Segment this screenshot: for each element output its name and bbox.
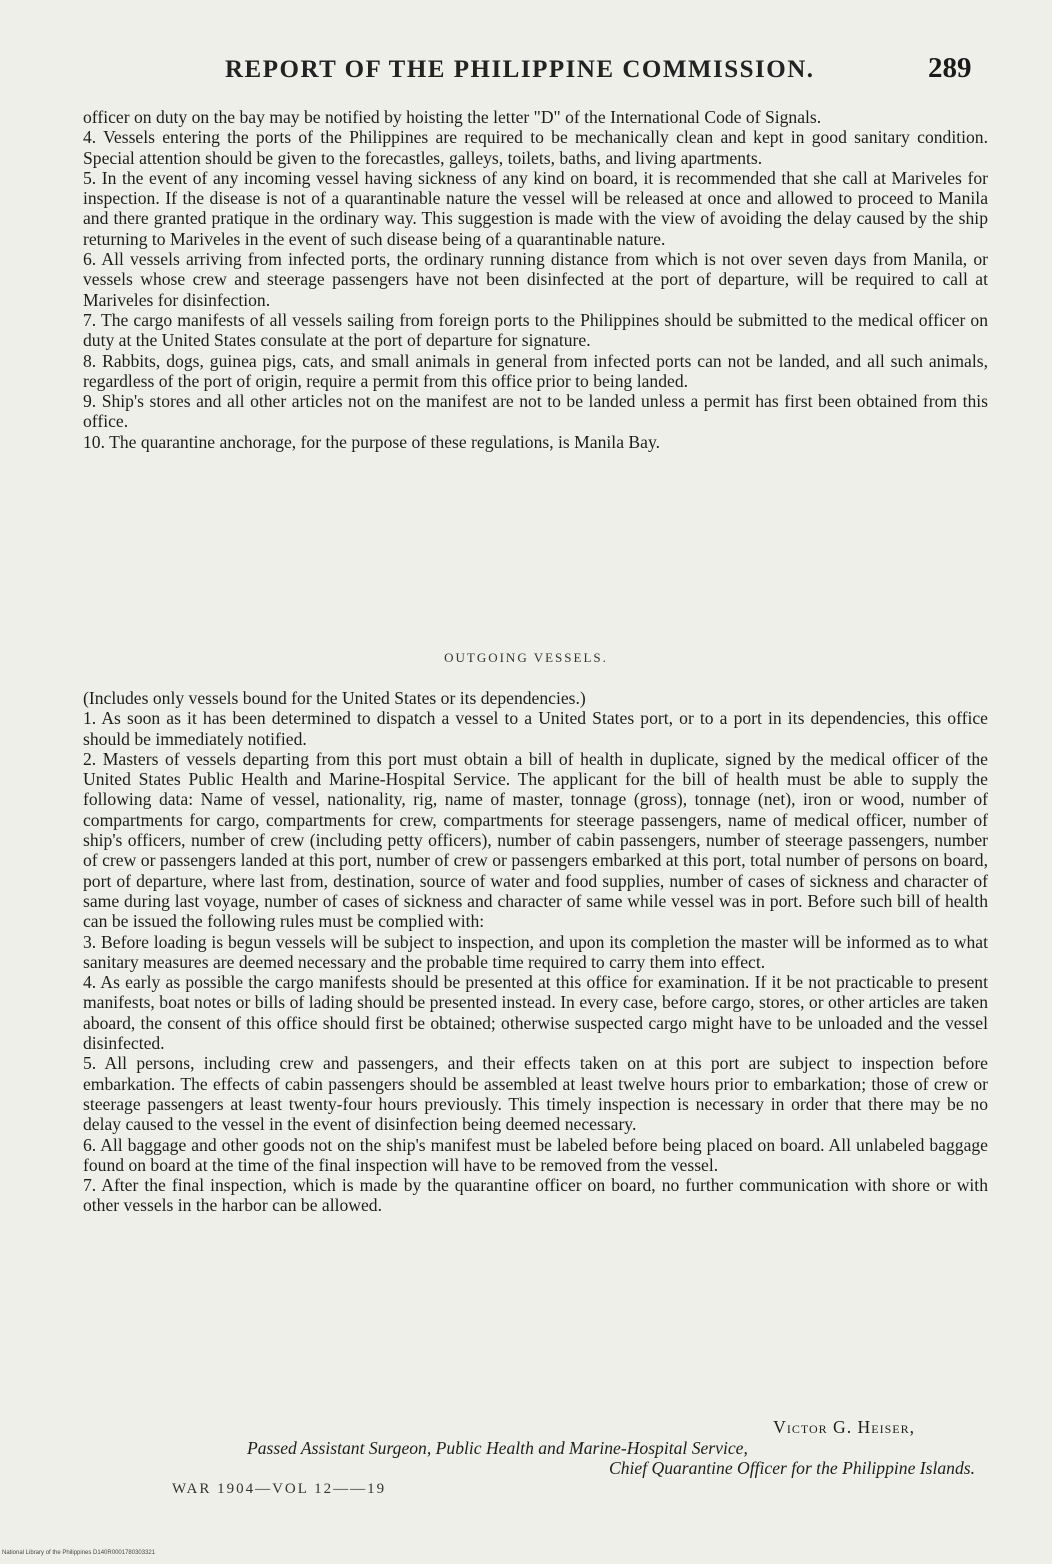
regulations-outgoing-text — [83, 688, 988, 1216]
paragraph: 9. Ship's stores and all other articles not on the manifest are not to be landed unless a permit has first been obtained from this office. — [83, 391, 988, 432]
page-header — [0, 52, 1052, 92]
paragraph: 7. After the final inspection, which is made by the quarantine officer on board, no further communication with shore or with other vessels in the harbor can be allowed. — [83, 1175, 988, 1216]
scan-footnote: National Library of the Philippines D140R0001780303321 — [2, 1550, 156, 1556]
paragraph: 7. The cargo manifests of all vessels sailing from foreign ports to the Philippines should be submitted to the medical officer on duty at the United States consulate at the port of departure for signature. — [83, 309, 988, 351]
paragraph: 1. As soon as it has been determined to dispatch a vessel to a United States port, or to a port in its dependencies, this office should be immediately notified. — [83, 708, 988, 749]
paragraph: 4. Vessels entering the ports of the Philippines are required to be mechanically clean and kept in good sanitary condition. Special attention should be given to the forecastles, galleys, toilets, baths, and living apartments. — [83, 127, 988, 168]
paragraph: (Includes only vessels bound for the United States or its dependencies.) — [83, 688, 586, 708]
paragraph: 5. All persons, including crew and passengers, and their effects taken on at this port are subject to inspection before embarkation. The effects of cabin passengers should be assembled at least twelve hours prior to embarkation; those of crew or steerage passengers at least twenty-four hours previously. This timely inspection is necessary in order that there may be no delay caused to the vessel in the event of disinfection being deemed necessary. — [83, 1053, 988, 1135]
paragraph: 8. Rabbits, dogs, guinea pigs, cats, and small animals in general from infected ports can not be landed, and all such animals, regardless of the port of origin, require a permit from this office prior to being landed. — [83, 350, 988, 391]
paragraph: 10. The quarantine anchorage, for the purpose of these regulations, is Manila Bay. — [83, 431, 660, 452]
printer-signature-mark: WAR 1904—VOL 12——19 — [172, 1481, 387, 1497]
signatory-name: Victor G. Heiser, — [773, 1417, 915, 1437]
page-number: 289 — [928, 52, 972, 84]
paragraph: 3. Before loading is begun vessels will be subject to inspection, and upon its completion the master will be informed as to what sanitary measures are deemed necessary and the probable time required to carry them into effect. — [83, 931, 988, 972]
paragraph: 2. Masters of vessels departing from this port must obtain a bill of health in duplicate, signed by the medical officer of the United States Public Health and Marine-Hospital Service. The applicant for the bill of health must be able to supply the following data: Name of vessel, nationality, rig, name of master, tonnage (gross), tonnage (net), iron or wood, number of compartments for cargo, compartments for crew, compartments for steerage passengers, name of medical officer, number of ship's officers, number of crew (including petty officers), number of cabin passengers, number of steerage passengers, number of crew or passengers landed at this port, number of crew or passengers embarked at this port, total number of persons on board, port of departure, where last from, destination, source of water and food supplies, number of cases of sickness and character of same during last voyage, number of cases of sickness and character of same while vessel was in port. Before such bill of health can be issued the following rules must be complied with: — [83, 748, 988, 932]
signatory-title: Chief Quarantine Officer for the Philippine Islands. — [608, 1458, 975, 1478]
paragraph: 5. In the event of any incoming vessel having sickness of any kind on board, it is recommended that she call at Mariveles for inspection. If the disease is not of a quarantinable nature the vessel will be released at once and allowed to proceed to Manila and there granted pratique in the ordinary way. This suggestion is made with the view of avoiding the delay caused by the ship returning to Mariveles in the event of such disease being of a quarantinable nature. — [83, 167, 988, 249]
signature-block — [230, 1417, 975, 1479]
signatory-title: Passed Assistant Surgeon, Public Health and Marine-Hospital Service, — [247, 1437, 748, 1458]
running-title: REPORT OF THE PHILIPPINE COMMISSION. — [225, 56, 815, 83]
paragraph: 4. As early as possible the cargo manifests should be presented at this office for examination. If it be not practicable to present manifests, boat notes or bills of lading should be presented instead. In every case, before cargo, stores, or other articles are taken aboard, the consent of this office should first be obtained; otherwise suspected cargo might have to be unloaded and the vessel disinfected. — [83, 972, 988, 1054]
paragraph: 6. All vessels arriving from infected ports, the ordinary running distance from which is not over seven days from Manila, or vessels whose crew and steerage passengers have not been disinfected at the port of departure, will be required to call at Mariveles for disinfection. — [83, 249, 988, 310]
paragraph: officer on duty on the bay may be notified by hoisting the letter "D" of the International Code of Signals. — [83, 107, 822, 127]
section-heading: OUTGOING VESSELS. — [444, 650, 608, 665]
regulations-incoming-text — [83, 107, 988, 452]
paragraph: 6. All baggage and other goods not on the ship's manifest must be labeled before being placed on board. All unlabeled baggage found on board at the time of the final inspection will have to be removed from the vessel. — [83, 1134, 988, 1175]
